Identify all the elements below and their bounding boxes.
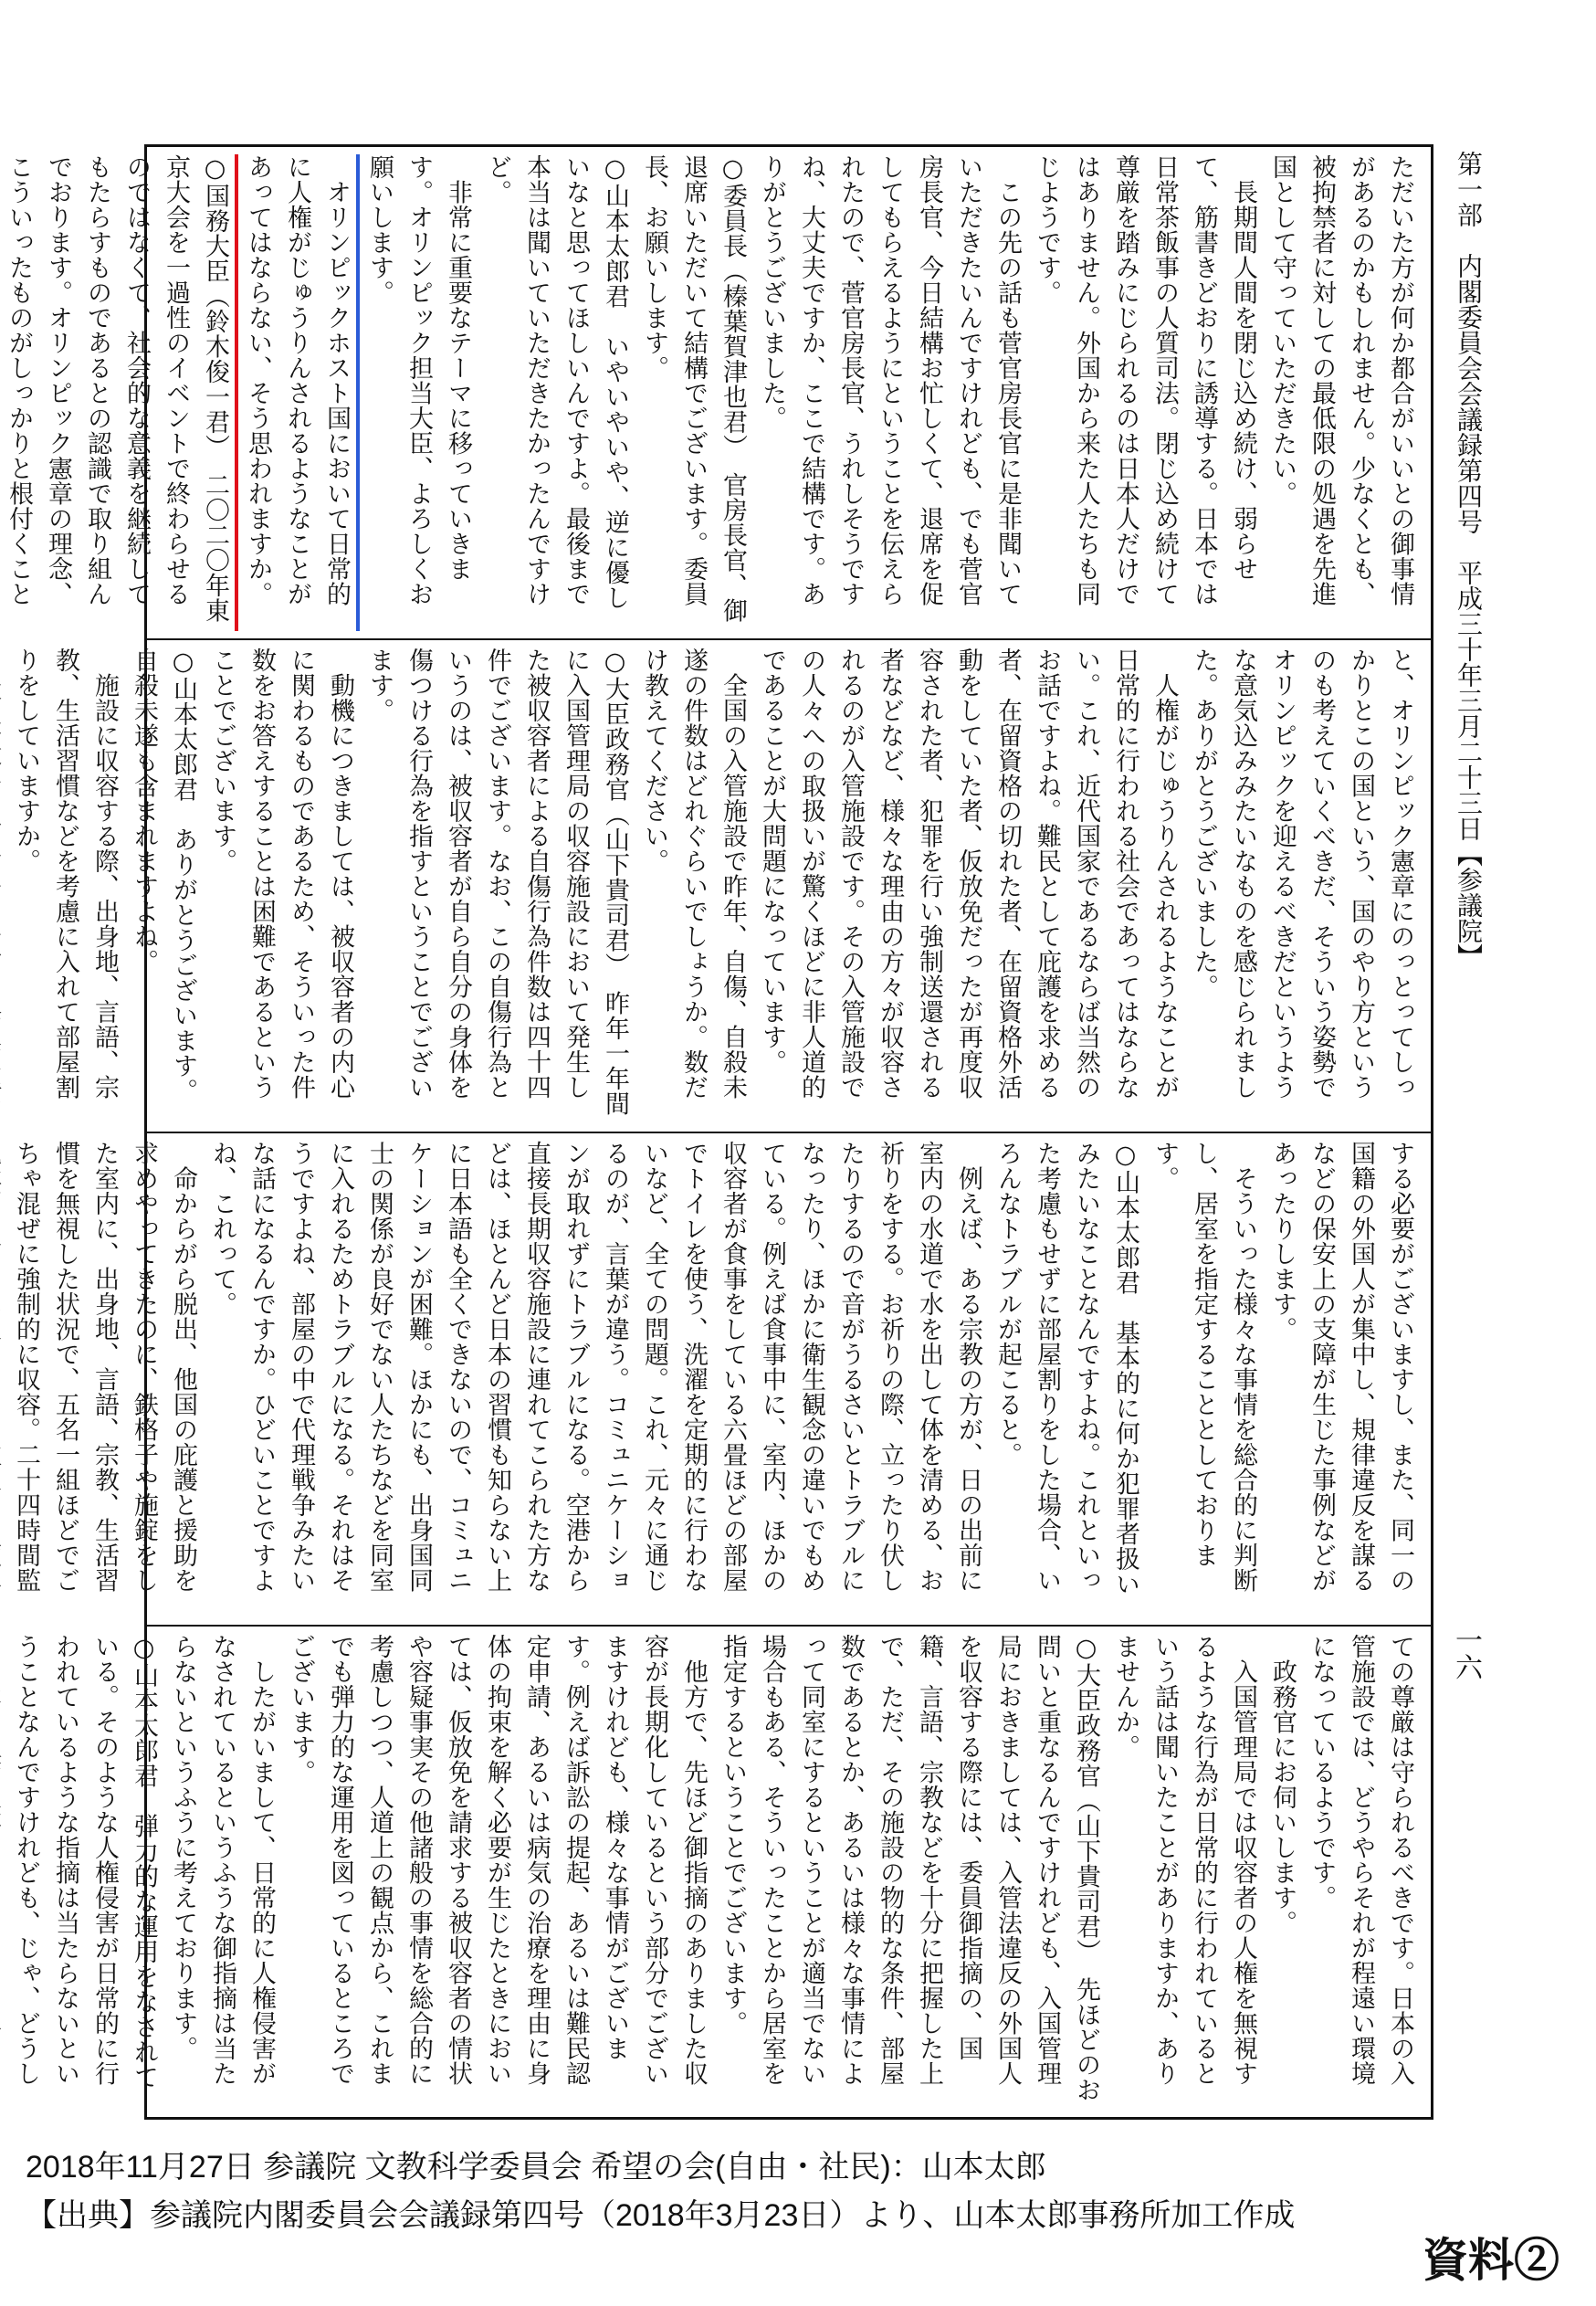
text-tier-1 [5,154,1420,631]
paragraph: 政務官にお伺いします。 [1268,1634,1297,1935]
paragraph: ○委員長（榛葉賀津也君） 官房長官、御退席いただいて結構でございます。委員長、お願いします。 [640,154,747,623]
paragraph: 例えば、ある宗教の方が、日の出前に室内の水道で水を出して体を清める、お祈りをする。お祈りの際、立ったり伏したりするので音がうるさいとトラブルになったり、ほかに衛生観念の違いでもめている。例えば食事中に、室内、ほかの収容者が食事をしている六畳ほどの部屋でトイレを使う、洗濯を定期的に行わないなど、全ての問題。これ、元々に通じるのが、言葉が違う。コミュニケーションが取れずにトラブルになる。空港から直接長期収容施設に連れてこられた方などは、ほとんど日本の習慣も知らない上に日本語も全くできないので、コミュニケーションが困難。ほかにも、出身国同士の関係が良好でない人たちなどを同室に入れるためトラブルになる。それはそうですよね、部屋の中で代理戦争みたいな話になるんですか。ひどいことですよね、これって。 [208,1141,982,1593]
tier-2-text [12,648,1420,1124]
footer-line-1: 2018年11月27日 参議院 文教科学委員会 希望の会(自由・社民)：山本太郎 [26,2150,1046,2185]
paragraph: ○山本太郎君 弾力的な運用をなされている。そのような人権侵害が日常的に行われているような指摘は当たらないということなんですけれども、じゃ、どうし [12,1634,158,2090]
document-frame [5,144,1433,2120]
paragraph: したがいまして、日常的に人権侵害がなされているというふうな御指摘は当たらないというふうに考えております。 [169,1634,276,2086]
paragraph: オリンピックホスト国において日常的に人権がじゅうりんされるようなことがあってはならない、そう思われますか。 [238,154,360,631]
paragraph: 動機につきましては、被収容者の内心に関わるものであるため、そういった件数をお答えすることは困難であるということでございます。 [208,648,354,1100]
tier-4-text [12,1634,1420,2111]
paragraph: ただいた方が何か都合がいいとの御事情があるのかもしれません。少なくとも、被拘禁者に対しての最低限の処遇を先進国として守っていただきたい。 [1268,154,1414,606]
tier-divider [147,1625,1431,1627]
tier-1-text [5,154,1420,631]
tier-divider [147,1132,1431,1133]
paragraph: 全国の入管施設で昨年、自傷、自殺未遂の件数はどれぐらいでしょうか。数だけ教えてください。 [640,648,747,1100]
paragraph: この先の話も菅官房長官に是非聞いていただきたいんですけれども、でも菅官房長官、今日結構お忙しくて、退席を促してもらえるようにということを伝えられたので、菅官房長官、うれしそうですね、大丈夫ですか、ここで結構です。ありがとうございました。 [758,154,1022,606]
paragraph: ○大臣政務官（山下貴司君） 昨年一年間に入国管理局の収容施設において発生した被収容者による自傷行為件数は四十四件でございます。なお、この自傷行為というのは、被収容者が自ら自分の身体を傷つける行為を指すということでございます。 [365,648,629,1116]
paragraph: と、オリンピック憲章にのっとってしっかりとこの国という、国のやり方というのも考えていくべきだ、そういう姿勢でオリンピックを迎えるべきだというような意気込みみたいなものを感じられました。ありがとうございました。 [1190,648,1414,1100]
page-number: 一六 [1450,1626,1482,1680]
text-tier-2 [12,648,1420,1124]
text-tier-4 [12,1634,1420,2111]
paragraph [0,648,6,1124]
footer-line-2: 【出典】参議院内閣委員会会議録第四号（2018年3月23日）より、山本太郎事務所加工作成 [26,2198,1296,2233]
paragraph: ○山本太郎君 いやいやいや、逆に優しいなと思ってほしいんですよ。最後まで本当は聞いていただきたかったんですけど。 [483,154,629,610]
text-tier-3 [12,1141,1420,1617]
paragraph: ○大臣政務官（山下貴司君） 先ほどのお問いと重なるんですけれども、入国管理局におきましては、入管法違反の外国人を収容する際には、委員御指摘の、国籍、言語、宗教などを十分に把握した上で、ただ、その施設の物的な条件、部屋数であるとか、あるいは様々な事情によって同室にするということが適当でない場合もある、そういったことから居室を指定するということでございます。 [719,1634,1100,2102]
paragraph: そういった様々な事情を総合的に判断し、居室を指定することとしております。 [1150,1141,1257,1593]
paragraph: 人権がじゅうりんされるようなことが日常的に行われる社会であってはならない。これ、近代国家であるならば当然のお話ですよね。難民として庇護を求める者、在留資格の切れた者、在留資格外活動をしていた者、仮放免だったが再度収容された者、犯罪を行い強制送還される者などなど、様々な理由の方々が収容されるのが入管施設です。その入管施設での人々への取扱いが驚くほどに非人道的であることが大問題になっています。 [758,648,1179,1100]
paragraph: 非常に重要なテーマに移っていきます。オリンピック担当大臣、よろしくお願いします。 [365,154,472,606]
paragraph: 命からがら脱出、他国の庇護と援助を求めやってきたのに、鉄格子や施錠をした室内に、出身地、言語、宗教、生活習慣を無視した状況で、五名一組ほどでごちゃ混ぜに強制的に収容。二十四時間監 [12,1141,197,1593]
paragraph: ○山本太郎君 ありがとうございます。自殺未遂も含まれますよね。 [130,648,197,1103]
tier-3-text [12,1141,1420,1617]
paragraph: ○国務大臣（鈴木俊一君） 二〇二〇年東京大会を一過性のイベントで終わらせるのではなくて、社会的な意義を継続してもたらすものであるとの認識で取り組んでおります。オリンピック憲章の理念、こういったものがしっかりと根付くこと [0,154,238,631]
paragraph: 他方で、先ほど御指摘のありました収容が長期化しているという部分でございますけれども、様々な事情がございます。例えば訴訟の提起、あるいは難民認定申請、あるいは病気の治療を理由に身体の拘束を解く必要が生じたときにおいては、仮放免を請求する被収容者の情状や容疑事実その他諸般の事情を総合的に考慮しつつ、人道上の観点から、これまでも弾力的な運用を図っているところでございます。 [287,1634,708,2086]
document-label: 資料② [1423,2235,1559,2286]
paragraph: 施設に収容する際、出身地、言語、宗教、生活習慣などを考慮に入れて部屋割りをしていますか。 [12,648,119,1100]
tier-divider [147,638,1431,640]
paragraph: ○山本太郎君 基本的に何か犯罪者扱いみたいなことなんですよね。これといった考慮もせずに部屋割りをした場合、いろんなトラブルが起こると。 [993,1141,1139,1596]
paragraph: ての尊厳は守られるべきです。日本の入管施設では、どうやらそれが程遠い環境になっているようです。 [1307,1634,1414,2086]
paragraph: 入国管理局では収容者の人権を無視するような行為が日常的に行われているという話は聞いたことがありますか、ありませんか。 [1111,1634,1257,2086]
running-header: 第一部 内閣委員会会議録第四号 平成三十年三月二十三日【参議院】 [1454,151,1484,969]
paragraph: 長期間人間を閉じ込め続け、弱らせて、筋書きどおりに誘導する。日本では日常茶飯事の人質司法。閉じ込め続けて尊厳を踏みにじられるのは日本人だけではありません。外国から来た人たちも同じようです。 [1033,154,1257,606]
paragraph: する必要がございますし、また、同一の国籍の外国人が集中し、規律違反を謀るなどの保安上の支障が生じた事例などがあったりします。 [1268,1141,1414,1593]
